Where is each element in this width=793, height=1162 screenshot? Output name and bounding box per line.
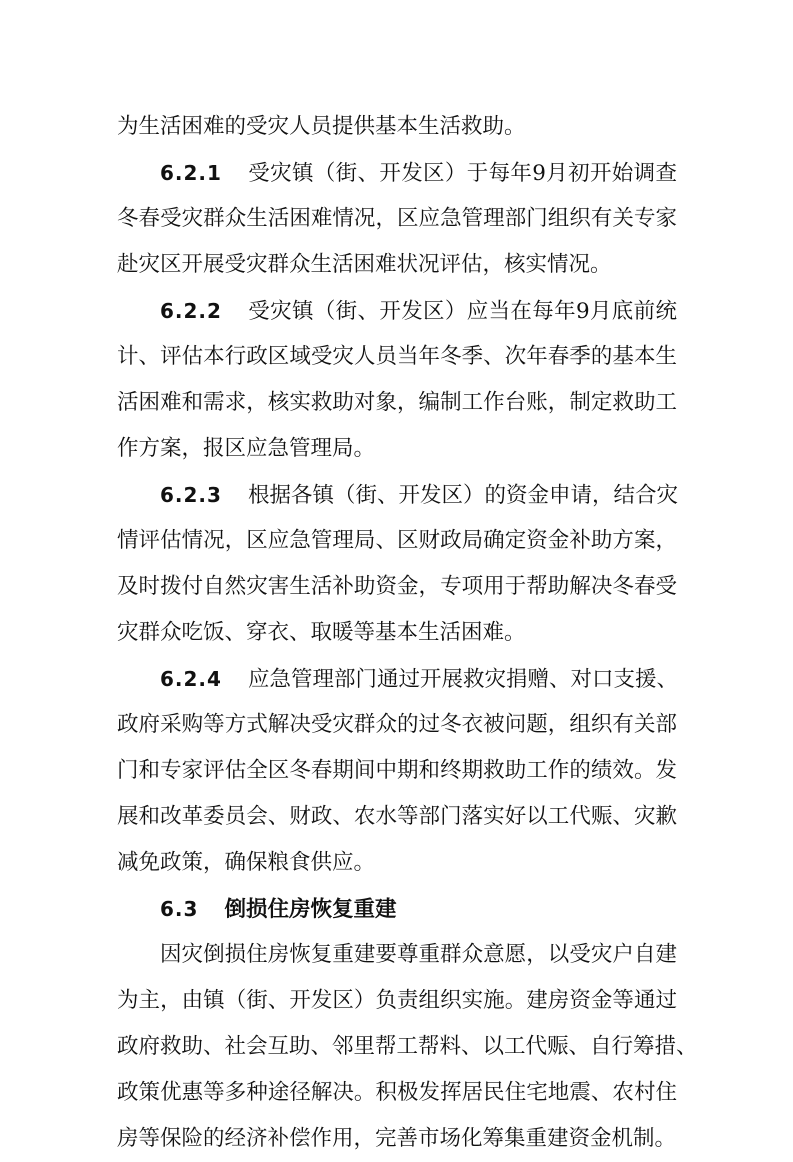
- paragraph-line: 为生活困难的受灾人员提供基本生活救助。: [117, 114, 526, 139]
- paragraph-line: 减免政策，确保粮食供应。: [117, 850, 376, 875]
- paragraph-line: 活困难和需求，核实救助对象，编制工作台账，制定救助工: [117, 390, 677, 415]
- paragraph-line: 门和专家评估全区冬春期间中期和终期救助工作的绩效。发: [117, 758, 677, 783]
- paragraph-text: 受灾镇（街、开发区）于每年9月初开始调查: [247, 161, 677, 186]
- paragraph-6-2-4: [117, 656, 677, 886]
- paragraph-line: [117, 472, 677, 518]
- paragraph-line: 房等保险的经济补偿作用，完善市场化筹集重建资金机制。: [117, 1126, 677, 1151]
- paragraph-line: 情评估情况，区应急管理局、区财政局确定资金补助方案，: [117, 528, 677, 553]
- paragraph-line: 冬春受灾群众生活困难情况，区应急管理部门组织有关专家: [117, 206, 677, 231]
- paragraph-line: 因灾倒损住房恢复重建要尊重群众意愿，以受灾户自建: [160, 942, 677, 967]
- section-title: 倒损住房恢复重建: [224, 897, 397, 922]
- paragraph-line: [117, 656, 677, 702]
- paragraph-line: 作方案，报区应急管理局。: [117, 436, 376, 461]
- paragraph-text: 受灾镇（街、开发区）应当在每年9月底前统: [247, 299, 677, 324]
- paragraph-text: 根据各镇（街、开发区）的资金申请，结合灾: [247, 483, 678, 508]
- paragraph-continuation: [117, 104, 677, 150]
- paragraph-6-2-3: [117, 472, 677, 656]
- paragraph-6-3-body: [117, 932, 698, 1162]
- clause-number: 6.2.3: [160, 483, 222, 507]
- paragraph-line: [117, 288, 677, 334]
- clause-number: 6.2.1: [160, 161, 222, 185]
- paragraph-line: 计、评估本行政区域受灾人员当年冬季、次年春季的基本生: [117, 344, 677, 369]
- paragraph-line: 赴灾区开展受灾群众生活困难状况评估，核实情况。: [117, 252, 612, 277]
- paragraph-line: 展和改革委员会、财政、农水等部门落实好以工代赈、灾歉: [117, 804, 677, 829]
- paragraph-line: 政府救助、社会互助、邻里帮工帮料、以工代赈、自行筹措、: [117, 1034, 698, 1059]
- paragraph-line: 及时拨付自然灾害生活补助资金，专项用于帮助解决冬春受: [117, 574, 677, 599]
- paragraph-6-2-2: [117, 288, 677, 472]
- paragraph-text: 应急管理部门通过开展救灾捐赠、对口支援、: [247, 667, 678, 692]
- paragraph-line: [117, 150, 677, 196]
- paragraph-line: 政策优惠等多种途径解决。积极发挥居民住宅地震、农村住: [117, 1080, 677, 1105]
- clause-number: 6.2.4: [160, 667, 222, 691]
- paragraph-line: 灾群众吃饭、穿衣、取暖等基本生活困难。: [117, 620, 526, 645]
- document-page: [117, 104, 698, 1162]
- clause-number: 6.2.2: [160, 299, 222, 323]
- paragraph-6-2-1: [117, 150, 677, 288]
- section-number: 6.3: [160, 897, 199, 921]
- paragraph-line: 为主，由镇（街、开发区）负责组织实施。建房资金等通过: [117, 988, 677, 1013]
- section-heading-6-3: [117, 886, 677, 932]
- section-heading: [117, 886, 677, 932]
- paragraph-line: 政府采购等方式解决受灾群众的过冬衣被问题，组织有关部: [117, 712, 677, 737]
